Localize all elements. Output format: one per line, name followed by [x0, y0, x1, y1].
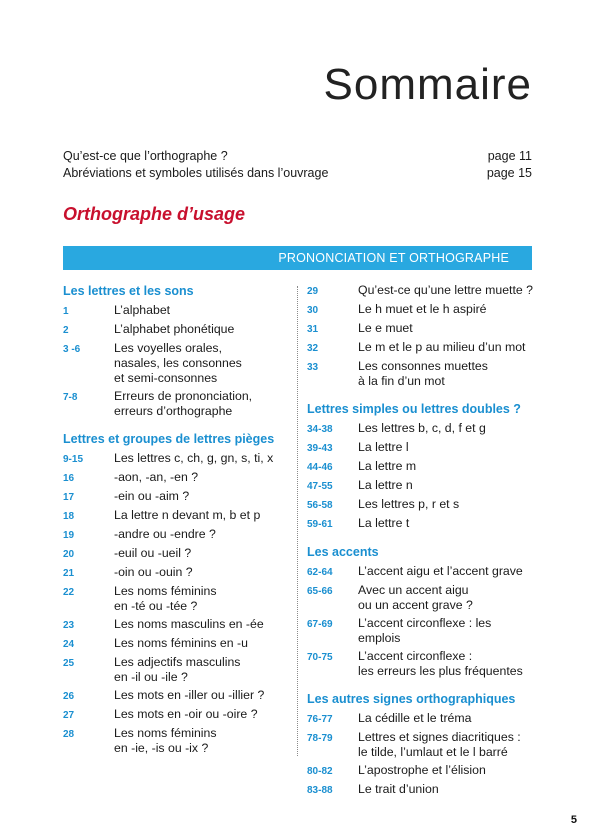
toc-entry[interactable]: [307, 283, 535, 299]
entry-number: 1: [63, 306, 69, 317]
group-heading: Les autres signes orthographiques: [307, 692, 516, 706]
page-title: Sommaire: [323, 60, 532, 109]
entry-title: L’accent circonflexe : les erreurs les plus fréquentes: [358, 649, 523, 678]
entry-title: La lettre n devant m, b et p: [114, 508, 261, 522]
toc-entry[interactable]: [307, 649, 535, 679]
toc-group: [307, 544, 535, 679]
entry-number: 26: [63, 691, 75, 702]
toc-entry[interactable]: [63, 636, 288, 652]
entry-number: 3 -6: [63, 344, 81, 355]
toc-entry[interactable]: [63, 565, 288, 581]
toc-entry[interactable]: [307, 616, 535, 646]
entry-title: Les noms féminins en -ie, -is ou -ix ?: [114, 726, 217, 755]
toc-entry[interactable]: [63, 341, 288, 386]
entry-number: 31: [307, 324, 319, 335]
entry-number: 23: [63, 620, 75, 631]
entry-title: Les voyelles orales, nasales, les consonnes et semi-consonnes: [114, 341, 242, 385]
toc-entry[interactable]: [307, 302, 535, 318]
toc-entry[interactable]: [307, 730, 535, 760]
toc-entry[interactable]: [307, 763, 535, 779]
entry-title: Les mots en -oir ou -oire ?: [114, 707, 258, 721]
entry-title: La lettre m: [358, 459, 417, 473]
toc-entry[interactable]: [63, 389, 288, 419]
entry-title: L’accent aigu et l’accent grave: [358, 564, 523, 578]
entry-number: 22: [63, 587, 75, 598]
entry-number: 17: [63, 492, 75, 503]
toc-group: [307, 283, 535, 389]
entry-title: Le trait d’union: [358, 782, 439, 796]
entry-title: L’alphabet: [114, 303, 171, 317]
toc-entry[interactable]: [307, 497, 535, 513]
entry-title: L’accent circonflexe : les emplois: [358, 616, 492, 645]
entry-number: 9-15: [63, 454, 84, 465]
entry-title: -ein ou -aim ?: [114, 489, 190, 503]
toc-entry[interactable]: [307, 340, 535, 356]
entry-number: 20: [63, 549, 75, 560]
entry-number: 27: [63, 710, 75, 721]
toc-entry[interactable]: [307, 478, 535, 494]
toc-entry[interactable]: [307, 459, 535, 475]
entry-title: Les lettres p, r et s: [358, 497, 460, 511]
entry-title: Les noms féminins en -té ou -tée ?: [114, 584, 217, 613]
page-number: 5: [570, 814, 577, 826]
group-heading: Lettres et groupes de lettres pièges: [63, 432, 275, 446]
entry-title: L’apostrophe et l’élision: [358, 763, 486, 777]
entry-title: Qu’est-ce qu’une lettre muette ?: [358, 283, 533, 297]
intro-row[interactable]: [63, 148, 532, 165]
entry-title: Les mots en -iller ou -illier ?: [114, 688, 265, 702]
toc-entry[interactable]: [307, 321, 535, 337]
entry-number: 83-88: [307, 785, 333, 796]
right-column: [307, 283, 535, 798]
entry-number: 59-61: [307, 519, 333, 530]
left-column: [63, 283, 288, 756]
entry-title: Le h muet et le h aspiré: [358, 302, 487, 316]
intro-label: Abréviations et symboles utilisés dans l’ouvrage: [63, 166, 329, 180]
toc-entry[interactable]: [307, 711, 535, 727]
toc-group: [63, 283, 288, 419]
entry-number: 29: [307, 286, 319, 297]
entry-title: La cédille et le tréma: [358, 711, 472, 725]
toc-entry[interactable]: [307, 564, 535, 580]
intro-row[interactable]: [63, 165, 532, 182]
entry-number: 39-43: [307, 443, 333, 454]
entry-number: 16: [63, 473, 75, 484]
entry-number: 78-79: [307, 733, 333, 744]
group-heading: Les lettres et les sons: [63, 284, 194, 298]
entry-number: 19: [63, 530, 75, 541]
entry-title: Lettres et signes diacritiques : le tilde, l’umlaut et le l barré: [358, 730, 521, 759]
entry-title: La lettre t: [358, 516, 410, 530]
section-title: Orthographe d’usage: [63, 204, 246, 224]
entry-number: 62-64: [307, 567, 333, 578]
toc-entry[interactable]: [63, 546, 288, 562]
entry-title: Les consonnes muettes à la fin d’un mot: [358, 359, 488, 388]
toc-entry[interactable]: [63, 303, 288, 319]
toc-entry[interactable]: [63, 655, 288, 685]
section-banner: [63, 246, 532, 270]
toc-entry[interactable]: [307, 421, 535, 437]
toc-entry[interactable]: [63, 688, 288, 704]
group-heading: Lettres simples ou lettres doubles ?: [307, 402, 521, 416]
entry-number: 80-82: [307, 766, 333, 777]
entry-title: -oin ou -ouin ?: [114, 565, 193, 579]
entry-title: -andre ou -endre ?: [114, 527, 216, 541]
entry-number: 34-38: [307, 424, 333, 435]
entry-number: 28: [63, 729, 75, 740]
entry-title: Les adjectifs masculins en -il ou -ile ?: [114, 655, 241, 684]
entry-number: 67-69: [307, 619, 333, 630]
entry-title: Le m et le p au milieu d’un mot: [358, 340, 526, 354]
entry-number: 30: [307, 305, 319, 316]
entry-title: La lettre l: [358, 440, 409, 454]
entry-title: L’alphabet phonétique: [114, 322, 235, 336]
entry-number: 47-55: [307, 481, 333, 492]
entry-title: La lettre n: [358, 478, 413, 492]
toc-entry[interactable]: [307, 583, 535, 613]
intro-page: page 15: [486, 166, 532, 180]
toc-entry[interactable]: [63, 527, 288, 543]
entry-number: 24: [63, 639, 75, 650]
toc-entry[interactable]: [63, 451, 288, 467]
entry-title: Avec un accent aigu ou un accent grave ?: [358, 583, 473, 612]
toc-entry[interactable]: [63, 707, 288, 723]
toc-entry[interactable]: [63, 489, 288, 505]
entry-number: 76-77: [307, 714, 333, 725]
toc-entry[interactable]: [63, 508, 288, 524]
toc-entry[interactable]: [63, 322, 288, 338]
entry-number: 44-46: [307, 462, 333, 473]
toc-group: [307, 401, 535, 532]
entry-title: Les lettres c, ch, g, gn, s, ti, x: [114, 451, 274, 465]
toc-entry[interactable]: [307, 440, 535, 456]
toc-entry[interactable]: [63, 470, 288, 486]
toc-entry[interactable]: [307, 516, 535, 532]
entry-title: Le e muet: [358, 321, 413, 335]
toc-entry[interactable]: [63, 617, 288, 633]
entry-number: 25: [63, 658, 75, 669]
entry-number: 33: [307, 362, 319, 373]
entry-title: Les noms féminins en -u: [114, 636, 248, 650]
group-heading: Les accents: [307, 545, 379, 559]
toc-entry[interactable]: [307, 359, 535, 389]
entry-number: 7-8: [63, 392, 78, 403]
entry-number: 32: [307, 343, 319, 354]
entry-number: 65-66: [307, 586, 333, 597]
entry-title: -euil ou -ueil ?: [114, 546, 192, 560]
entry-number: 18: [63, 511, 75, 522]
entry-title: Erreurs de prononciation, erreurs d’orthographe: [114, 389, 253, 418]
toc-group: [63, 431, 288, 756]
entry-number: 21: [63, 568, 75, 579]
banner-label: PRONONCIATION ET ORTHOGRAPHE: [278, 251, 509, 265]
toc-entry[interactable]: [63, 584, 288, 614]
entry-number: 70-75: [307, 652, 333, 663]
entry-number: 2: [63, 325, 69, 336]
entry-title: Les noms masculins en -ée: [114, 617, 264, 631]
toc-entry[interactable]: [307, 782, 535, 798]
intro-page: page 11: [487, 149, 532, 163]
entry-number: 56-58: [307, 500, 333, 511]
intro-list: [63, 148, 532, 182]
entry-title: -aon, -an, -en ?: [114, 470, 199, 484]
toc-group: [307, 691, 535, 798]
intro-label: Qu’est-ce que l’orthographe ?: [63, 149, 228, 163]
entry-title: Les lettres b, c, d, f et g: [358, 421, 486, 435]
column-divider: [297, 286, 298, 756]
toc-entry[interactable]: [63, 726, 288, 756]
